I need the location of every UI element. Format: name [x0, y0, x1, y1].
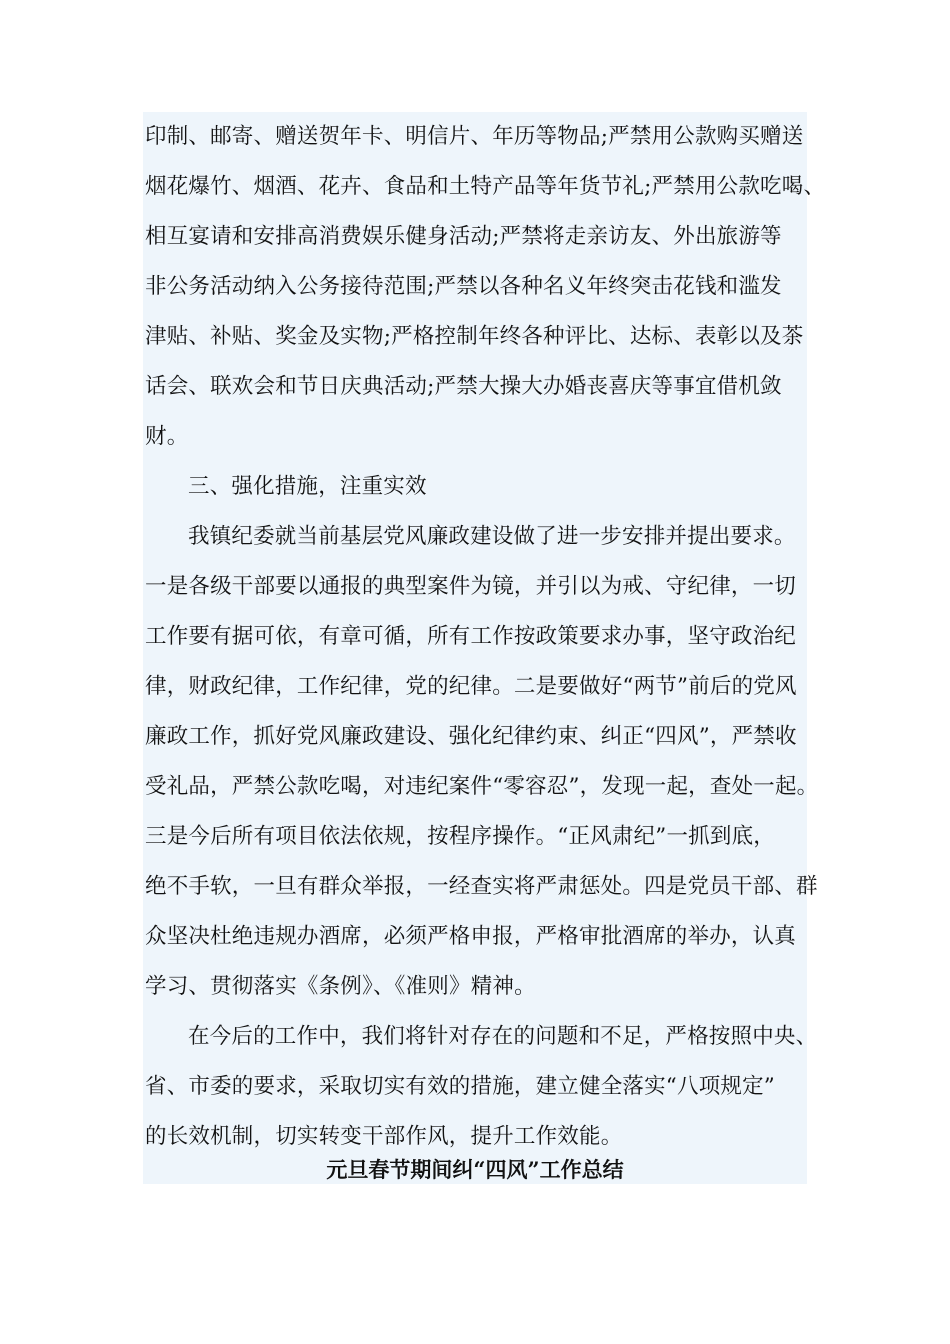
body-text-line: 非公务活动纳入公务接待范围;严禁以各种名义年终突击花钱和滥发 — [145, 274, 782, 299]
body-text-line: 在今后的工作中，我们将针对存在的问题和不足，严格按照中央、 — [188, 1024, 818, 1049]
body-text-line: 受礼品，严禁公款吃喝，对违纪案件“零容忍”，发现一起，查处一起。 — [145, 774, 819, 799]
body-text-line: 烟花爆竹、烟酒、花卉、食品和土特产品等年货节礼;严禁用公款吃喝、 — [145, 174, 826, 199]
body-text-line: 廉政工作，抓好党风廉政建设、强化纪律约束、纠正“四风”，严禁收 — [145, 724, 797, 749]
body-text-line: 相互宴请和安排高消费娱乐健身活动;严禁将走亲访友、外出旅游等 — [145, 224, 782, 249]
body-text-line: 三是今后所有项目依法依规，按程序操作。“正风肃纪”一抓到底， — [145, 824, 775, 849]
body-text-line: 省、市委的要求，采取切实有效的措施，建立健全落实“八项规定” — [145, 1074, 775, 1099]
body-text-line: 律，财政纪律，工作纪律，党的纪律。二是要做好“两节”前后的党风 — [145, 674, 797, 699]
section-heading: 三、强化措施，注重实效 — [188, 474, 427, 499]
body-text-line: 我镇纪委就当前基层党风廉政建设做了进一步安排并提出要求。 — [188, 524, 796, 549]
body-text-line: 学习、贯彻落实《条例》、《准则》精神。 — [145, 974, 536, 999]
body-text-line: 印制、邮寄、赠送贺年卡、明信片、年历等物品;严禁用公款购买赠送 — [145, 124, 804, 149]
text-highlight-band — [143, 412, 807, 462]
document-title: 元旦春节期间纠“四风”工作总结 — [143, 1150, 807, 1184]
body-text-line: 众坚决杜绝违规办酒席，必须严格申报，严格审批酒席的举办，认真 — [145, 924, 797, 949]
body-text-line: 一是各级干部要以通报的典型案件为镜，并引以为戒、守纪律，一切 — [145, 574, 797, 599]
body-text-line: 的长效机制，切实转变干部作风，提升工作效能。 — [145, 1124, 623, 1149]
body-text-line: 津贴、补贴、奖金及实物;严格控制年终各种评比、达标、表彰以及茶 — [145, 324, 804, 349]
body-text-line: 绝不手软，一旦有群众举报，一经查实将严肃惩处。四是党员干部、群 — [145, 874, 818, 899]
body-text-line: 工作要有据可依，有章可循，所有工作按政策要求办事，坚守政治纪 — [145, 624, 797, 649]
body-text-line: 话会、联欢会和节日庆典活动;严禁大操大办婚丧喜庆等事宜借机敛 — [145, 374, 782, 399]
body-text-line: 财。 — [145, 424, 189, 449]
